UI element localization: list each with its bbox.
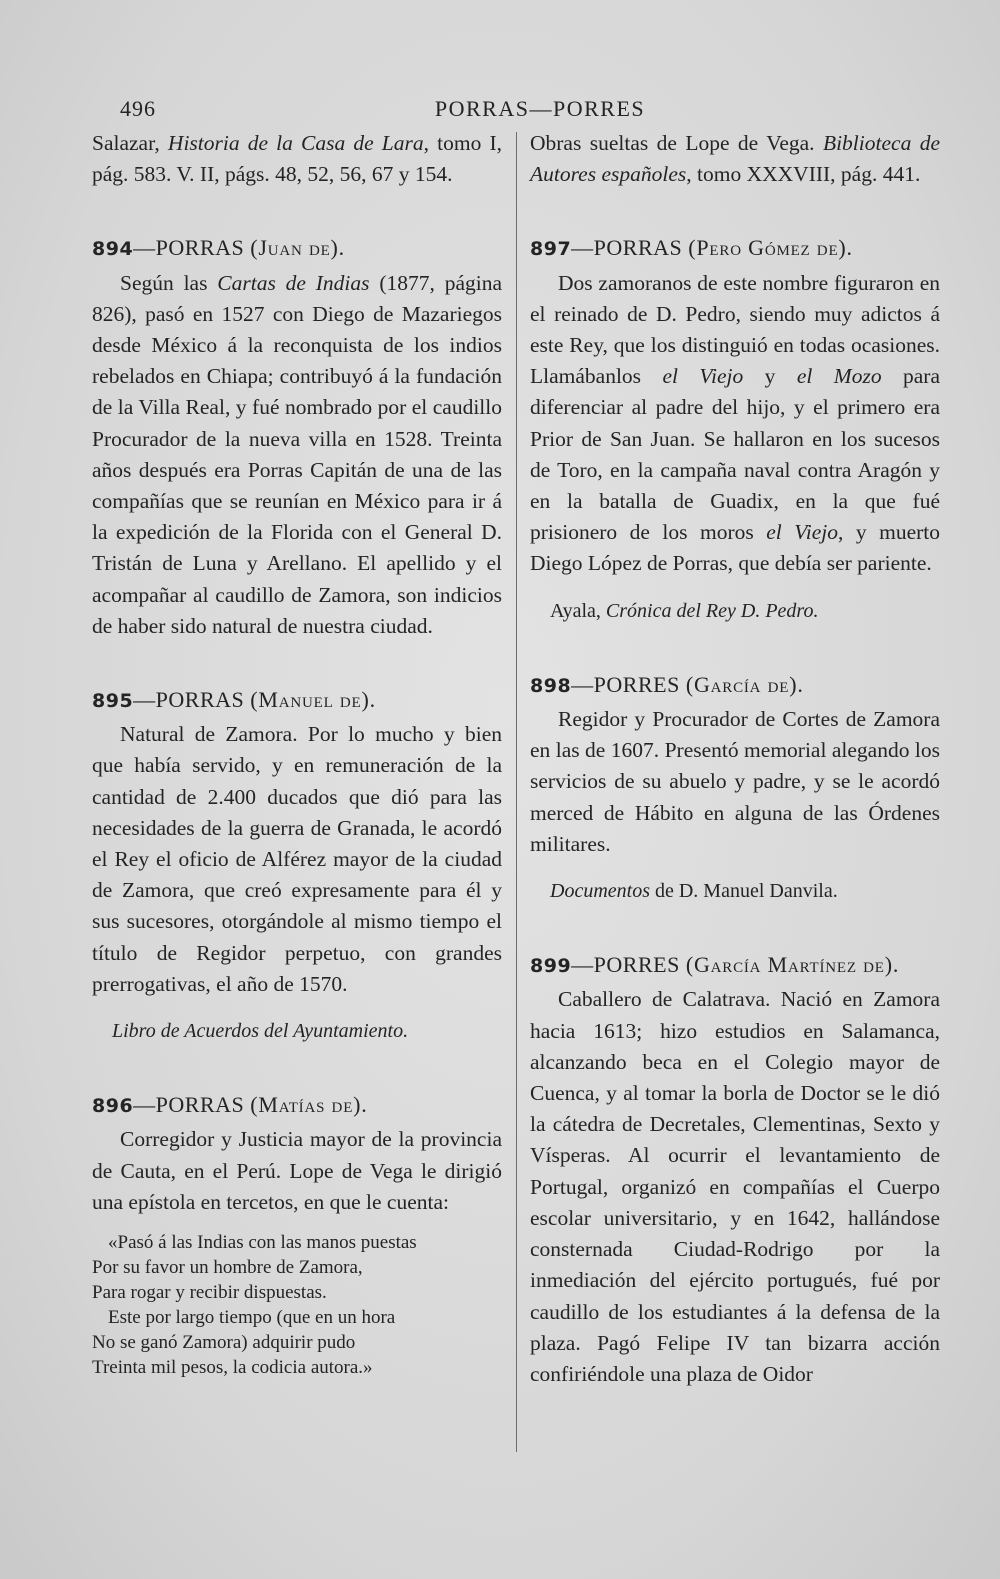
verse-quote [92,1230,502,1380]
right-column [530,128,940,1390]
entry-895 [92,684,502,1047]
entry-source: Documentos de D. Manuel Danvila. [550,880,838,903]
entry-text: Dos zamoranos de este nombre figuraron en el reinado de D. Pedro, siendo muy adictos á este Rey, que los distinguió en todas ocasiones. Llamábanlos el Viejo y el Mozo para diferenciar al padre del hijo, y el primero era Prior de San Juan. Se hallaron en los sucesos de Toro, en la campaña naval contra Aragón y en la batalla de Guadix, en la que fué prisionero de los moros el Viejo, y muerto Diego López de Porras, que debía ser pariente. [530,270,941,576]
entry-source: Ayala, Crónica del Rey D. Pedro. [550,599,819,622]
entry-896 [92,1089,502,1380]
entry-heading: 894—PORRAS (Juan de). [92,235,345,261]
left-column [92,128,502,1380]
verse-line: «Pasó á las Indias con las manos puestas [108,1232,417,1254]
column-divider [516,132,517,1452]
page-number: 496 [120,96,156,121]
verse-line: Treinta mil pesos, la codicia autora.» [92,1357,373,1379]
top-source-citation: Obras sueltas de Lope de Vega. Biblioteca de Autores españoles, tomo XXXVIII, pág. 441. [530,131,941,187]
entry-heading: 897—PORRAS (Pero Gómez de). [530,235,853,261]
entry-897 [530,232,940,626]
running-title: PORRAS—PORRES [434,96,646,121]
entry-text: Natural de Zamora. Por lo mucho y bien que había servido, y en remuneración de la cantidad de 2.400 ducados que dió para las necesidades de la guerra de Granada, le acordó el Rey el oficio de Alférez mayor de la ciudad de Zamora, que creó expresamente para él y sus sucesores, otorgándole al mismo tiempo el título de Regidor perpetuo, con grandes prerrogativas, el año de 1570. [92,722,502,996]
entry-heading: 898—PORRES (García de). [530,671,804,697]
entry-text: Caballero de Calatrava. Nació en Zamora hacia 1613; hizo estudios en Salamanca, alcanzando beca en el Colegio mayor de Cuenca, y al tomar la borla de Doctor se le dió la cátedra de Decretales, Clementinas, Sexto y Vísperas. Al ocurrir el levantamiento de Portugal, organizó en compañías el Cuerpo escolar universitario, y en 1642, hallándose consternada Ciudad-Rodrigo por la inmediación del ejército portugués, fué por caudillo de los estudiantes á la defensa de la plaza. Pagó Felipe IV tan bizarra acción confiriéndole una plaza de Oidor [530,987,940,1386]
verse-line: No se ganó Zamora) adquirir pudo [92,1332,356,1354]
intro-source-citation: Salazar, Historia de la Casa de Lara, tomo I, pág. 583. V. II, págs. 48, 52, 56, 67 y 154. [92,131,503,187]
verse-line: Por su favor un hombre de Zamora, [92,1257,363,1279]
entry-894 [92,232,502,642]
verse-line: Este por largo tiempo (que en un hora [108,1307,396,1329]
entry-heading: 895—PORRAS (Manuel de). [92,687,376,713]
entry-898 [530,669,940,907]
entry-899 [530,949,940,1390]
running-head [120,96,940,126]
entry-heading: 899—PORRES (García Martínez de). [530,952,900,978]
entry-text: Regidor y Procurador de Cortes de Zamora en las de 1607. Presentó memorial alegando los servicios de su abuelo y padre, y se le acordó merced de Hábito en alguna de las Órdenes militares. [530,707,940,856]
entry-heading: 896—PORRAS (Matías de). [92,1092,368,1118]
verse-line: Para rogar y recibir dispuestas. [92,1282,327,1304]
entry-source: Libro de Acuerdos del Ayuntamiento. [112,1020,409,1043]
entry-text: Según las Cartas de Indias (1877, página 826), pasó en 1527 con Diego de Mazariegos desde México á la reconquista de los indios rebelados en Chiapa; contribuyó á la fundación de la Villa Real, y fué nombrado por el caudillo Procurador de la nueva villa en 1528. Treinta años después era Porras Capitán de una de las compañías que se reunían en México para ir á la expedición de la Florida con el General D. Tristán de Luna y Arellano. El apellido y el acompañar al caudillo de Zamora, son indicios de haber sido natural de nuestra ciudad. [92,270,502,638]
entry-text: Corregidor y Justicia mayor de la provincia de Cauta, en el Perú. Lope de Vega le dirigió una epístola en tercetos, en que le cuenta: [92,1127,502,1214]
